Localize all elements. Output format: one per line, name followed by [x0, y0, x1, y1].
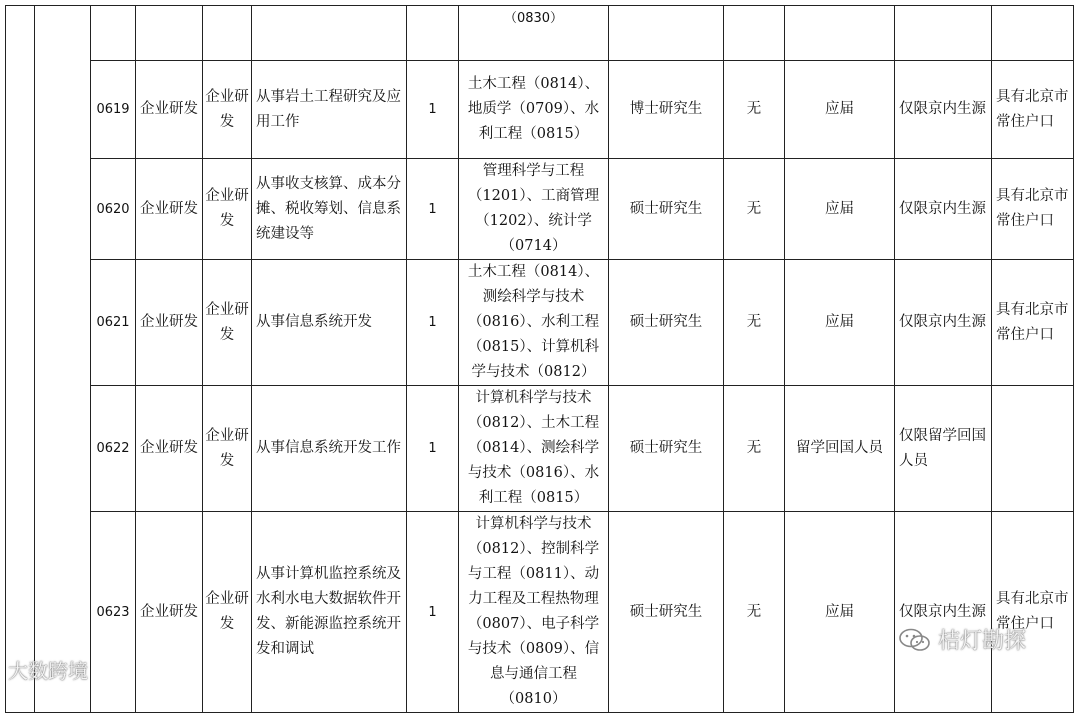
residence-cell: 具有北京市常住户口 [992, 159, 1074, 260]
major-line: 测绘科学与技术 [482, 289, 585, 305]
residence-cell: 具有北京市常住户口 [992, 512, 1074, 713]
table-row [6, 386, 1074, 512]
duty-cell: 从事信息系统开发工作 [252, 386, 407, 512]
major-line: 学与技术（0812） [471, 364, 596, 380]
category-cell: 企业研发 [136, 260, 203, 386]
type-cell: 企业研发 [203, 260, 252, 386]
code-cell: 0622 [91, 386, 136, 512]
source-cell: 应届 [785, 61, 895, 159]
code-cell: 0620 [91, 159, 136, 260]
degree-cell: 硕士研究生 [609, 512, 724, 713]
major-line: 计算机科学与技术 [475, 516, 592, 532]
table-row [6, 61, 1074, 159]
scope-cell: 仅限京内生源 [895, 159, 992, 260]
category-cell: 企业研发 [136, 159, 203, 260]
category-cell: 企业研发 [136, 512, 203, 713]
duty-cell: 从事信息系统开发 [252, 260, 407, 386]
watermark-right-text: 桔灯勘探 [938, 629, 1027, 654]
major-line: （0815）、计算机科 [467, 339, 600, 355]
count-cell: 1 [407, 159, 459, 260]
major-cell [459, 159, 609, 260]
group-cell-left [6, 6, 35, 713]
table-row [6, 159, 1074, 260]
count-cell: 1 [407, 512, 459, 713]
type-cell: 企业研发 [203, 386, 252, 512]
recruitment-table [5, 5, 1074, 713]
experience-cell: 无 [724, 386, 785, 512]
major-line: 力工程及工程热物理 [468, 591, 599, 607]
major-line: （0812）、土木工程 [467, 415, 600, 431]
major-line: （0810） [500, 691, 567, 707]
wechat-icon [898, 628, 932, 652]
scope-cell: 仅限京内生源 [895, 512, 992, 713]
major-line: 地质学（0709）、水 [467, 101, 600, 117]
scope-cell: 仅限留学回国人员 [895, 386, 992, 512]
source-cell: 留学回国人员 [785, 386, 895, 512]
experience-cell: 无 [724, 159, 785, 260]
scope-cell: 仅限京内生源 [895, 260, 992, 386]
duty-cell: 从事计算机监控系统及水利水电大数据软件开发、新能源监控系统开发和调试 [252, 512, 407, 713]
experience-cell: 无 [724, 512, 785, 713]
watermark-left [8, 655, 88, 684]
table-row [6, 260, 1074, 386]
type-cell: 企业研发 [203, 61, 252, 159]
major-line: （0816）、水利工程 [467, 314, 600, 330]
degree-cell: 硕士研究生 [609, 386, 724, 512]
code-cell: 0621 [91, 260, 136, 386]
major-line: （0807）、电子科学 [467, 616, 600, 632]
residence-cell: 具有北京市常住户口 [992, 61, 1074, 159]
experience-cell: 无 [724, 260, 785, 386]
major-line: 与技术（0816）、水 [467, 465, 600, 481]
degree-cell: 硕士研究生 [609, 159, 724, 260]
major-line: 与技术（0809）、信 [467, 641, 600, 657]
count-cell: 1 [407, 386, 459, 512]
source-cell: 应届 [785, 159, 895, 260]
scope-cell: 仅限京内生源 [895, 61, 992, 159]
category-cell: 企业研发 [136, 61, 203, 159]
major-line: 息与通信工程 [490, 666, 577, 682]
major-cell [459, 61, 609, 159]
major-cell [459, 386, 609, 512]
type-cell: 企业研发 [203, 512, 252, 713]
major-line: 计算机科学与技术 [475, 390, 592, 406]
code-cell: 0619 [91, 61, 136, 159]
category-cell: 企业研发 [136, 386, 203, 512]
count-cell: 1 [407, 260, 459, 386]
major-partial: （0830） [459, 6, 609, 61]
major-line: （0812）、控制科学 [467, 541, 600, 557]
duty-cell: 从事收支核算、成本分摊、税收筹划、信息系统建设等 [252, 159, 407, 260]
code-cell: 0623 [91, 512, 136, 713]
degree-cell: 硕士研究生 [609, 260, 724, 386]
watermark-left-text: 大数跨境 [8, 659, 88, 683]
major-line: 土木工程（0814）、 [467, 264, 600, 280]
major-line: 土木工程（0814）、 [467, 76, 600, 92]
major-line: （0714） [500, 238, 567, 254]
duty-cell: 从事岩土工程研究及应用工作 [252, 61, 407, 159]
major-cell [459, 512, 609, 713]
major-cell [459, 260, 609, 386]
degree-cell: 博士研究生 [609, 61, 724, 159]
major-line: 管理科学与工程 [482, 163, 585, 179]
residence-cell: 具有北京市常住户口 [992, 260, 1074, 386]
major-line: （0814）、测绘科学 [467, 440, 600, 456]
residence-cell [992, 386, 1074, 512]
experience-cell: 无 [724, 61, 785, 159]
major-line: 利工程（0815） [478, 126, 589, 142]
major-line: （1201）、工商管理 [467, 188, 600, 204]
table-row [6, 512, 1074, 713]
table-row [6, 6, 1074, 61]
source-cell: 应届 [785, 260, 895, 386]
count-cell: 1 [407, 61, 459, 159]
type-cell: 企业研发 [203, 159, 252, 260]
major-line: 与工程（0811）、动 [467, 566, 600, 582]
major-line: 利工程（0815） [478, 490, 589, 506]
source-cell: 应届 [785, 512, 895, 713]
major-line: （1202）、统计学 [475, 213, 592, 229]
watermark-right [898, 624, 1026, 655]
group-cell-second [35, 6, 91, 713]
